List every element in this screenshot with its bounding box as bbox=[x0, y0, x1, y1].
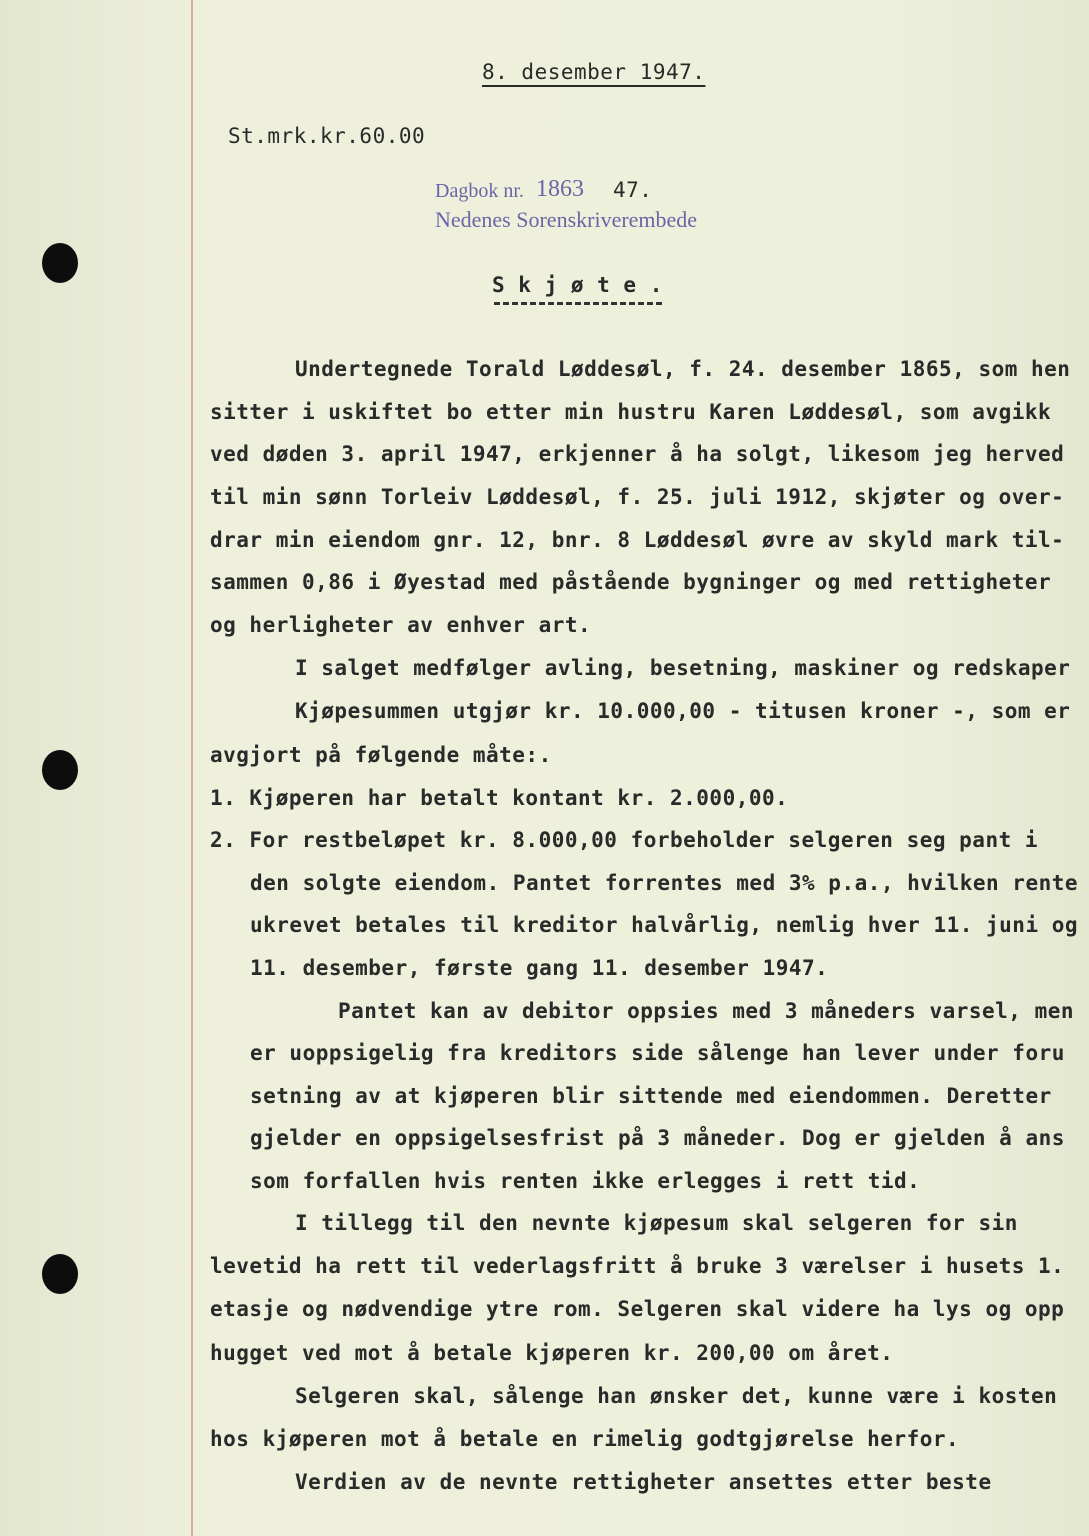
text-line: Selgeren skal, sålenge han ønsker det, kunne være i kosten bbox=[295, 1384, 1058, 1408]
text-line: er uoppsigelig fra kreditors side sålenge han lever under foru bbox=[250, 1041, 1065, 1065]
document-title: S k j ø t e . bbox=[492, 273, 663, 297]
text-line: I tillegg til den nevnte kjøpesum skal selgeren for sin bbox=[295, 1211, 1018, 1235]
stamp-year: 47. bbox=[613, 178, 653, 202]
punch-hole-bottom bbox=[42, 1254, 78, 1294]
text-line: sammen 0,86 i Øyestad med påstående bygninger og med rettigheter bbox=[210, 570, 1052, 594]
text-line: og herligheter av enhver art. bbox=[210, 613, 592, 637]
text-line: 11. desember, første gang 11. desember 1947. bbox=[250, 956, 829, 980]
text-line: ved døden 3. april 1947, erkjenner å ha solgt, likesom jeg herved bbox=[210, 442, 1065, 466]
text-line: gjelder en oppsigelsesfrist på 3 måneder. Dog er gjelden å ans bbox=[250, 1126, 1065, 1150]
text-line: ukrevet betales til kreditor halvårlig, nemlig hver 11. juni og bbox=[250, 913, 1079, 937]
text-line: levetid ha rett til vederlagsfritt å bruke 3 værelser i husets 1. bbox=[210, 1254, 1065, 1278]
text-line: til min sønn Torleiv Løddesøl, f. 25. juli 1912, skjøter og over- bbox=[210, 485, 1065, 509]
text-line: som forfallen hvis renten ikke erlegges i rett tid. bbox=[250, 1169, 921, 1193]
title-underline bbox=[494, 302, 662, 305]
text-line: Undertegnede Torald Løddesøl, f. 24. desember 1865, som hen bbox=[295, 357, 1071, 381]
text-line: Kjøpesummen utgjør kr. 10.000,00 - titusen kroner -, som er bbox=[295, 699, 1071, 723]
list-item: 1. Kjøperen har betalt kontant kr. 2.000,00. bbox=[210, 786, 789, 810]
text-line: Pantet kan av debitor oppsies med 3 måneders varsel, men bbox=[338, 999, 1075, 1023]
text-line: hugget ved mot å betale kjøperen kr. 200,00 om året. bbox=[210, 1341, 894, 1365]
list-item: 2. For restbeløpet kr. 8.000,00 forbeholder selgeren seg pant i bbox=[210, 828, 1039, 852]
text-line: I salget medfølger avling, besetning, maskiner og redskaper bbox=[295, 656, 1071, 680]
fee-stamp-text: St.mrk.kr.60.00 bbox=[228, 124, 426, 148]
punch-hole-middle bbox=[42, 750, 78, 790]
stamp-office: Nedenes Sorenskriverembede bbox=[435, 207, 698, 232]
text-line: setning av at kjøperen blir sittende med eiendommen. Deretter bbox=[250, 1084, 1052, 1108]
text-line: hos kjøperen mot å betale en rimelig godtgjørelse herfor. bbox=[210, 1427, 960, 1451]
margin-rule bbox=[191, 0, 193, 1536]
text-line: den solgte eiendom. Pantet forrentes med 3% p.a., hvilken rente bbox=[250, 871, 1079, 895]
stamp-number: 1863 bbox=[536, 176, 584, 202]
text-line: Verdien av de nevnte rettigheter ansettes etter beste bbox=[295, 1470, 992, 1494]
text-line: sitter i uskiftet bo etter min hustru Karen Løddesøl, som avgikk bbox=[210, 400, 1052, 424]
document-date: 8. desember 1947. bbox=[482, 60, 706, 84]
text-line: drar min eiendom gnr. 12, bnr. 8 Løddesøl øvre av skyld mark til- bbox=[210, 528, 1065, 552]
punch-hole-top bbox=[42, 243, 78, 283]
text-line: etasje og nødvendige ytre rom. Selgeren skal videre ha lys og opp bbox=[210, 1297, 1065, 1321]
stamp-label: Dagbok nr. bbox=[435, 180, 524, 202]
text-line: avgjort på følgende måte:. bbox=[210, 743, 552, 767]
